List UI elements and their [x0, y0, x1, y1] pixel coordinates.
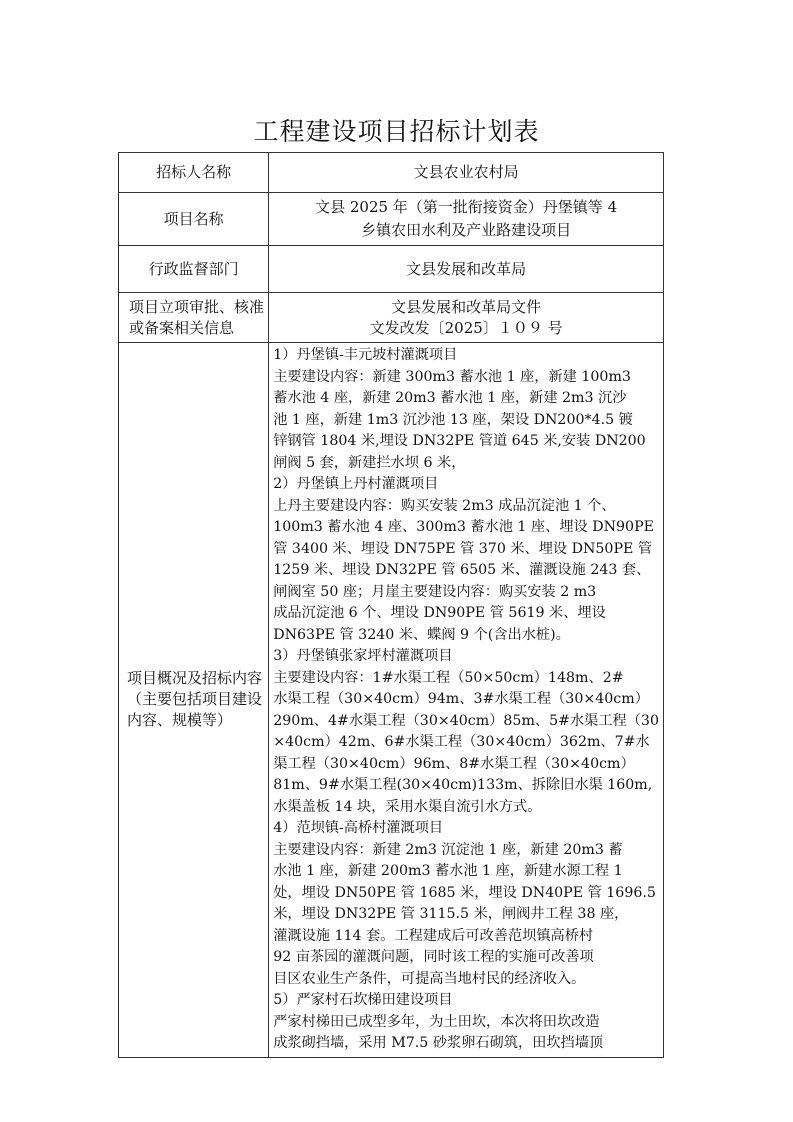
- content-line: 主要建设内容：新建 300m3 蓄水池 1 座，新建 100m3: [273, 368, 631, 385]
- content-line: DN63PE 管 3240 米、蝶阀 9 个(含出水桩)。: [273, 626, 570, 643]
- content-line: 81m、9#水渠工程(30×40cm)133m、拆除旧水渠 160m,: [273, 777, 653, 793]
- row-value: [269, 343, 664, 1058]
- table-row: [119, 153, 664, 193]
- content-line: 4）范坝镇-高桥村灌溉项目: [273, 820, 444, 836]
- content-line: 3）丹堡镇张家坪村灌溉项目: [273, 648, 453, 664]
- value-line: 文发改发〔2025〕１０９ 号: [369, 318, 563, 337]
- row-value: [269, 153, 664, 193]
- content-line: 290m、4#水渠工程（30×40cm）85m、5#水渠工程（30: [273, 712, 659, 729]
- content-line: 1）丹堡镇-丰元坡村灌溉项目: [273, 347, 458, 363]
- value-line: 文县发展和改革局: [406, 259, 527, 278]
- content-line: 严家村梯田已成型多年，为土田坎，本次将田坎改造: [273, 1013, 600, 1030]
- content-line: 水池 1 座，新建 200m3 蓄水池 1 座，新建水源工程 1: [273, 863, 623, 879]
- content-line: 上丹主要建设内容：购买安装 2m3 成品沉淀池 1 个、: [273, 497, 616, 514]
- content-line: 1259 米、埋设 DN32PE 管 6505 米、灌溉设施 243 套、: [273, 562, 651, 578]
- content-line: 管 3400 米、埋设 DN75PE 管 370 米、埋设 DN50PE 管: [273, 540, 653, 557]
- table-row: [119, 193, 664, 246]
- row-label: 行政监督部门: [119, 246, 269, 293]
- content-line: 2）丹堡镇上丹村灌溉项目: [273, 476, 439, 492]
- content-line: 92 亩茶园的灌溉问题，同时该工程的实施可改善项: [273, 949, 594, 965]
- content-line: 水渠工程（30×40cm）94m、3#水渠工程（30×40cm）: [273, 691, 649, 707]
- row-label: 项目概况及招标内容（主要包括项目建设内容、规模等）: [119, 343, 269, 1058]
- table-row: [119, 343, 664, 1058]
- row-label: 项目立项审批、核准或备案相关信息: [119, 293, 269, 343]
- content-line: 处，埋设 DN50PE 管 1685 米，埋设 DN40PE 管 1696.5: [273, 884, 656, 901]
- content-line: 成品沉淀池 6 个、埋设 DN90PE 管 5619 米、埋设: [273, 605, 606, 621]
- content-line: 米，埋设 DN32PE 管 3115.5 米，闸阀井工程 38 座，: [273, 906, 629, 922]
- row-value: [269, 293, 664, 343]
- content-line: 100m3 蓄水池 4 座、300m3 蓄水池 1 座、埋设 DN90PE: [273, 519, 654, 535]
- bidding-plan-table: [118, 152, 664, 1058]
- content-line: 主要建设内容：1#水渠工程（50×50cm）148m、2#: [273, 669, 624, 686]
- content-line: 锌钢管 1804 米,埋设 DN32PE 管道 645 米,安装 DN200: [273, 433, 646, 449]
- row-value: [269, 246, 664, 293]
- value-line: 文县农业农村局: [413, 163, 519, 181]
- table-row: [119, 293, 664, 343]
- row-label: 招标人名称: [119, 153, 269, 193]
- content-line: 成浆砌挡墙，采用 M7.5 砂浆卵石砌筑，田坎挡墙顶: [273, 1035, 604, 1051]
- content-line: 池 1 座，新建 1m3 沉沙池 13 座，架设 DN200*4.5 镀: [273, 411, 633, 428]
- content-line: 渠工程（30×40cm）96m、8#水渠工程（30×40cm）: [273, 755, 635, 772]
- table-row: [119, 246, 664, 293]
- content-line: 灌溉设施 114 套。工程建成后可改善范坝镇高桥村: [273, 927, 594, 944]
- value-line: 乡镇农田水利及产业路建设项目: [361, 221, 572, 239]
- value-line: 文县发展和改革局文件: [391, 297, 542, 316]
- content-line: 5）严家村石坎梯田建设项目: [273, 992, 453, 1008]
- value-line: 文县 2025 年（第一批衔接资金）丹堡镇等 4: [315, 198, 618, 216]
- content-line: 主要建设内容：新建 2m3 沉淀池 1 座，新建 20m3 蓄: [273, 841, 623, 858]
- content-line: 闸阀 5 套，新建拦水坝 6 米，: [273, 454, 466, 471]
- row-label: 项目名称: [119, 193, 269, 246]
- row-value: [269, 193, 664, 246]
- content-line: 目区农业生产条件，可提高当地村民的经济收入。: [273, 970, 586, 987]
- project-content: [269, 343, 663, 1057]
- content-line: 蓄水池 4 座，新建 20m3 蓄水池 1 座，新建 2m3 沉沙: [273, 390, 627, 406]
- content-line: 闸阀室 50 座；月崖主要建设内容：购买安装 2 m3: [273, 583, 597, 600]
- content-line: 水渠盖板 14 块，采用水渠自流引水方式。: [273, 798, 542, 815]
- content-line: ×40cm）42m、6#水渠工程（30×40cm）362m、7#水: [273, 734, 650, 750]
- page-title: 工程建设项目招标计划表: [253, 117, 540, 146]
